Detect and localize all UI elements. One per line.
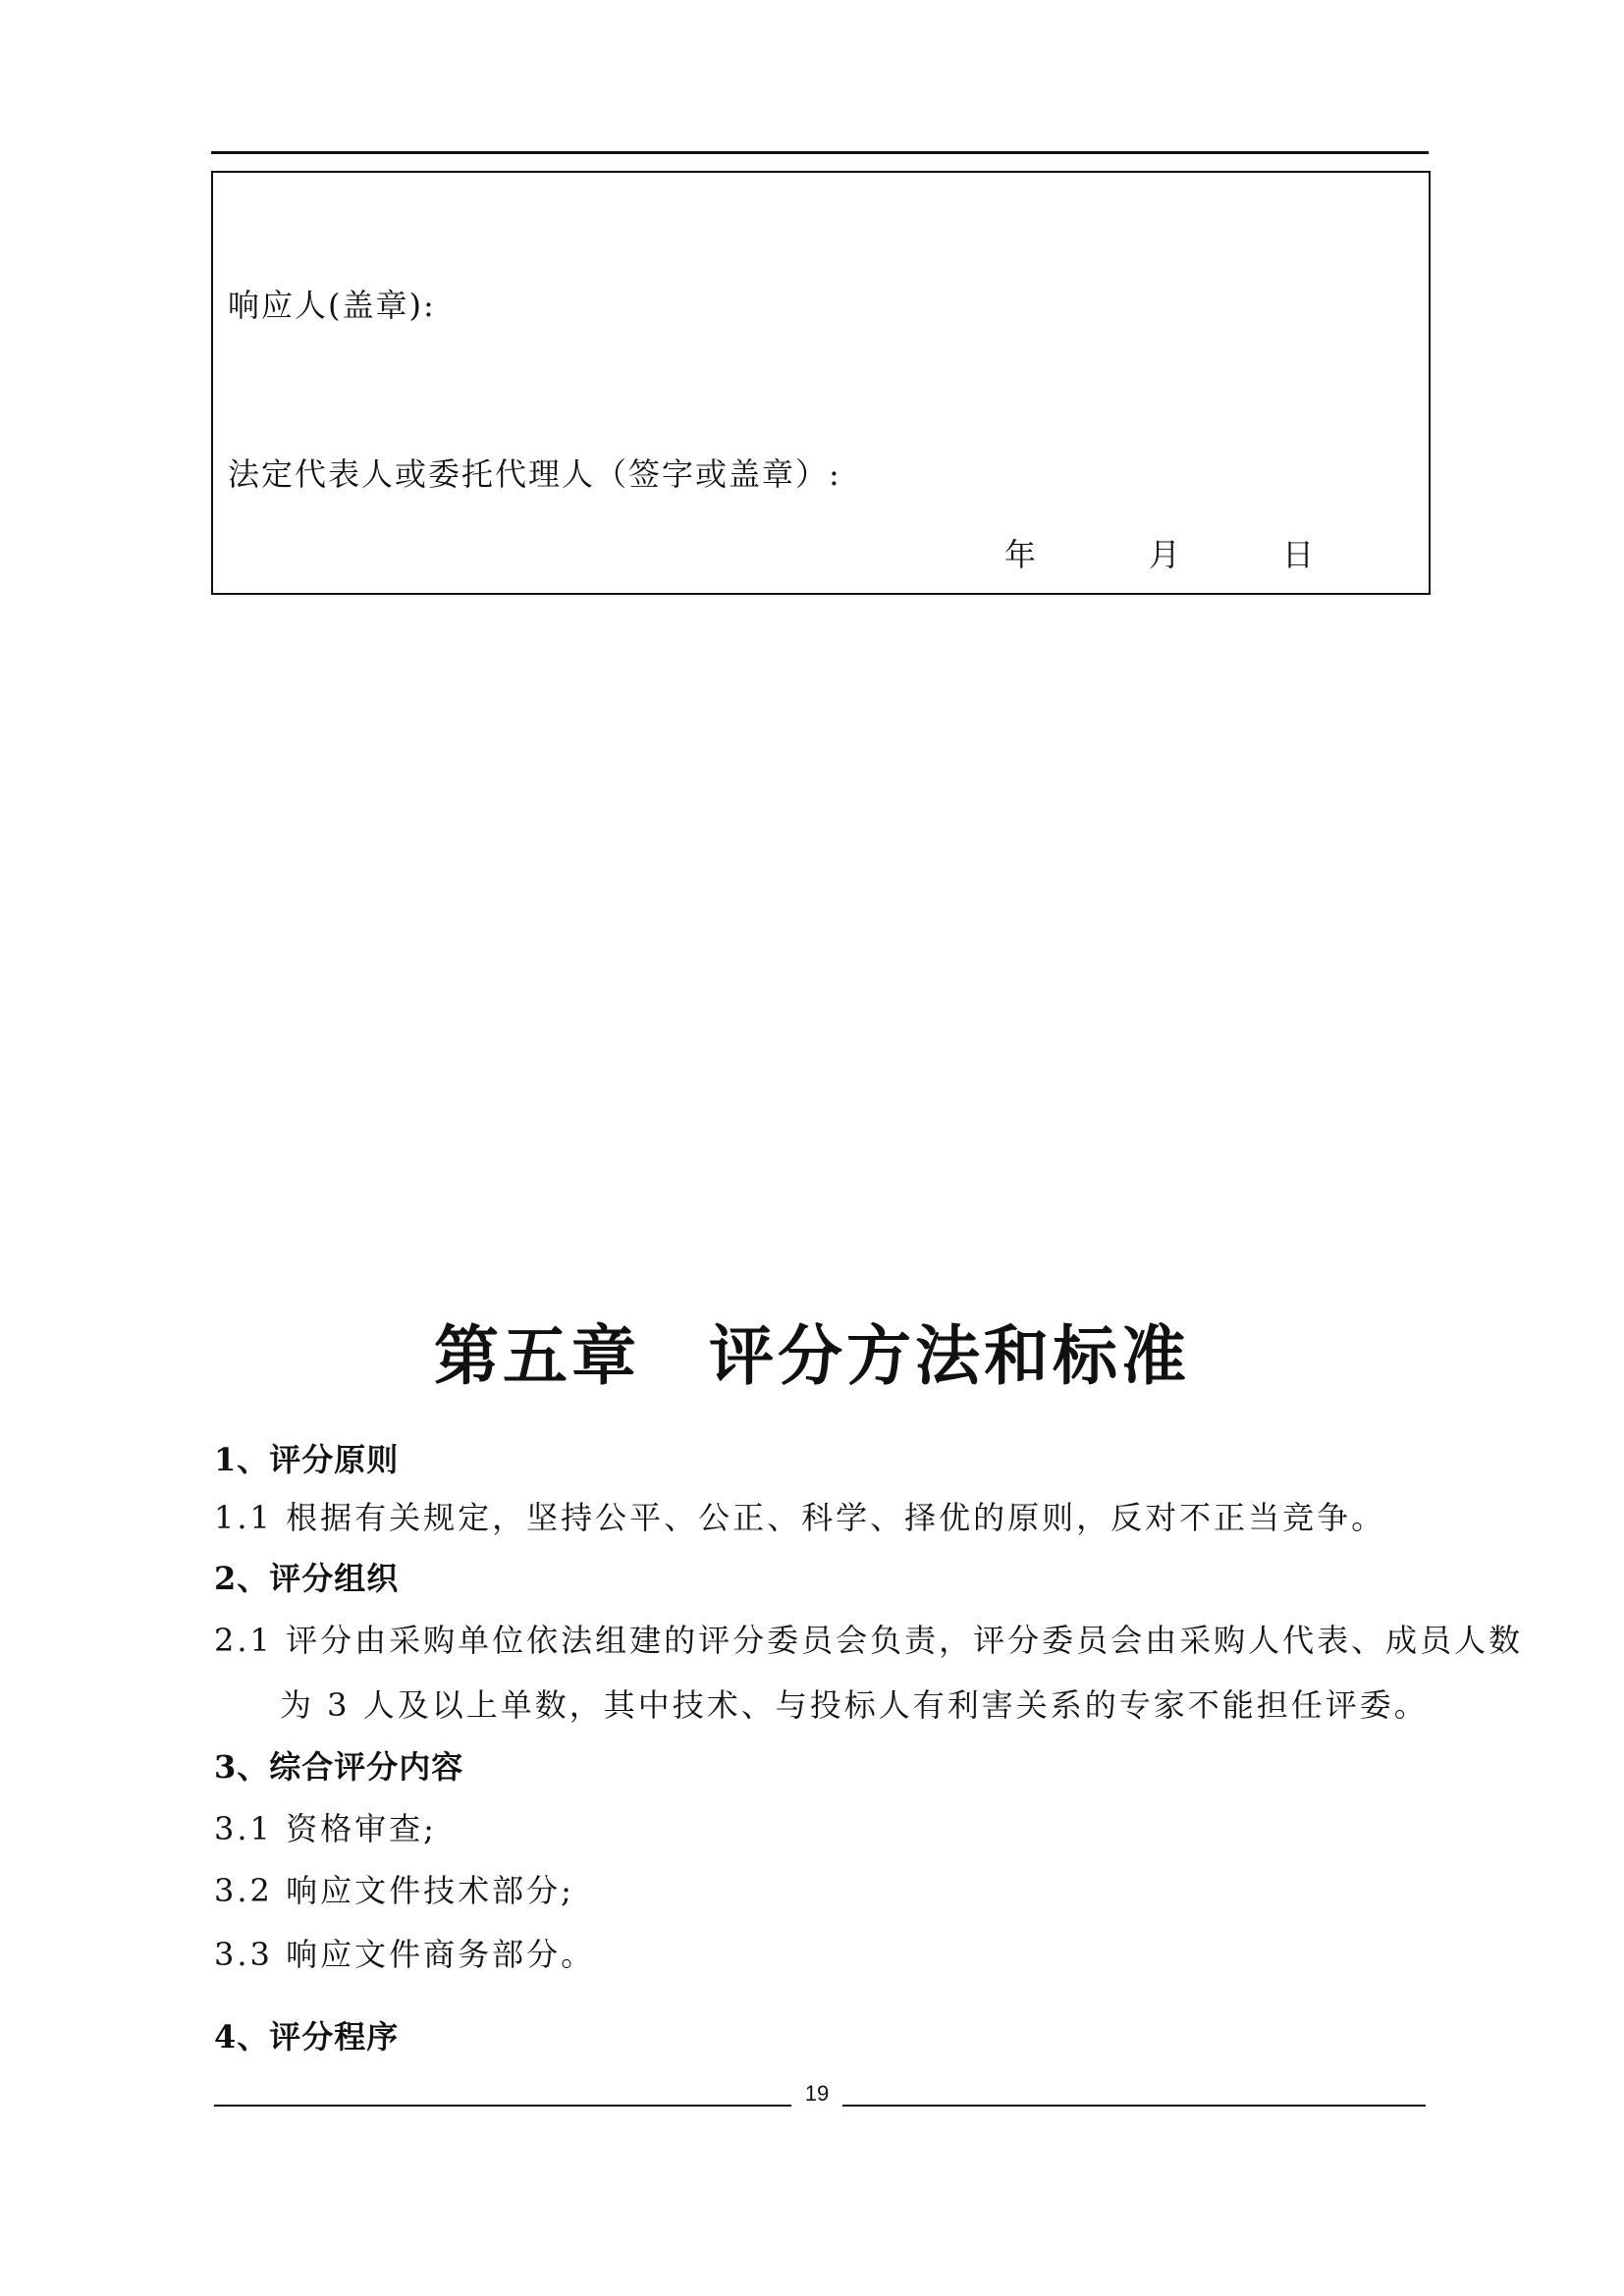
- section-heading-4: 4、评分程序: [214, 2018, 400, 2056]
- paragraph-3-1: 3.1 资格审查;: [214, 1810, 437, 1847]
- paragraph-3-3: 3.3 响应文件商务部分。: [214, 1936, 596, 1973]
- section-heading-1: 1、评分原则: [214, 1441, 400, 1478]
- paragraph-1-1: 1.1 根据有关规定，坚持公平、公正、科学、择优的原则，反对不正当竞争。: [214, 1499, 1386, 1536]
- date-month-label: 月: [1149, 536, 1181, 573]
- paragraph-2-1-line-1: 2.1 评分由采购单位依法组建的评分委员会负责，评分委员会由采购人代表、成员人数: [214, 1622, 1524, 1659]
- header-rule: [211, 151, 1429, 154]
- date-day-label: 日: [1282, 536, 1315, 573]
- date-year-label: 年: [1004, 536, 1037, 573]
- section-heading-2: 2、评分组织: [214, 1560, 400, 1597]
- section-heading-3: 3、综合评分内容: [214, 1748, 464, 1786]
- paragraph-3-2: 3.2 响应文件技术部分;: [214, 1872, 574, 1909]
- paragraph-2-1-line-2: 为 3 人及以上单数，其中技术、与投标人有利害关系的专家不能担任评委。: [280, 1686, 1429, 1724]
- footer-rule-right: [842, 2105, 1426, 2107]
- footer-rule-left: [214, 2105, 791, 2107]
- responder-seal-label: 响应人(盖章):: [228, 287, 436, 324]
- page-number: 19: [804, 2081, 830, 2106]
- representative-signature-label: 法定代表人或委托代理人（签字或盖章）:: [228, 455, 841, 493]
- chapter-title: 第五章 评分方法和标准: [434, 1317, 1190, 1394]
- signature-box: [211, 171, 1431, 595]
